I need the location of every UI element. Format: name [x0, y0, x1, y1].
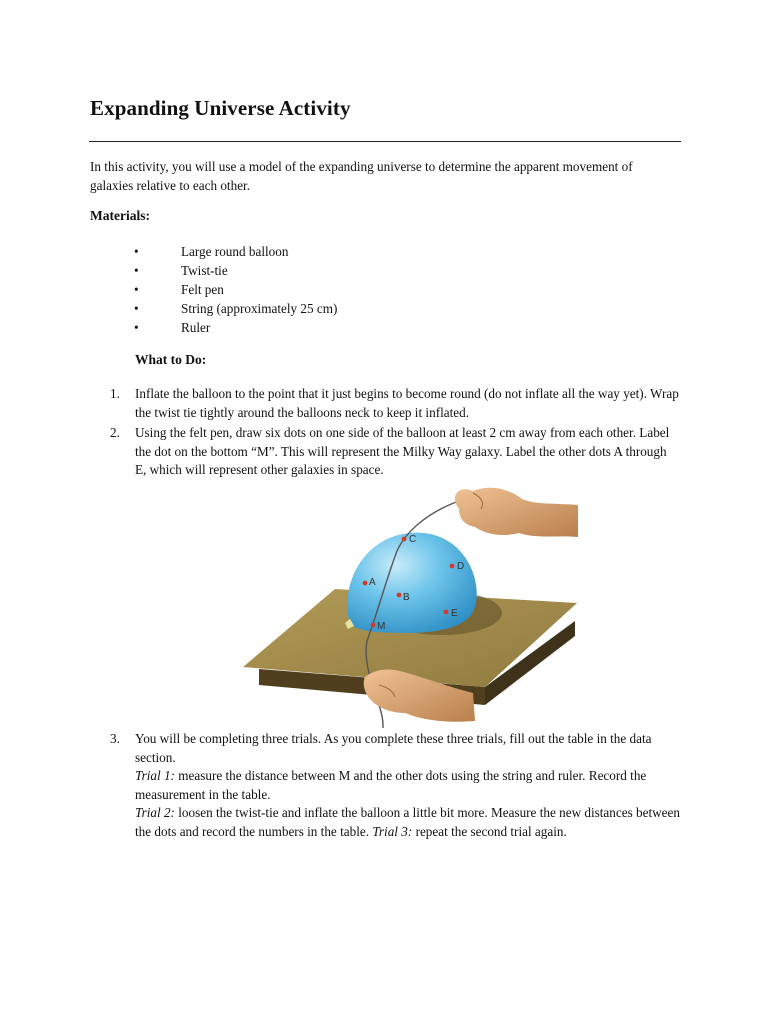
- trial-1-text: measure the distance between M and the other dots using the string and ruler. Record the measurement in the table.: [135, 768, 647, 802]
- list-item: [90, 280, 337, 299]
- dot-label-a: A: [369, 577, 376, 588]
- bullet: •: [134, 282, 139, 297]
- step-text: [135, 730, 680, 842]
- trial-3-label: Trial 3:: [372, 823, 413, 839]
- dot-label-c: C: [409, 534, 417, 545]
- page-title: Expanding Universe Activity: [90, 96, 351, 120]
- dot-label-b: B: [403, 592, 410, 603]
- dot-d: [450, 564, 455, 569]
- trial-2-label: Trial 2:: [135, 805, 175, 821]
- material-label: Felt pen: [181, 282, 224, 297]
- dot-m: [371, 623, 376, 628]
- dot-c: [402, 537, 407, 542]
- top-hand-icon: [455, 488, 578, 537]
- materials-list: [90, 242, 337, 337]
- bullet: •: [134, 320, 139, 335]
- balloon-illustration: [237, 481, 578, 728]
- list-item: [90, 318, 337, 337]
- dot-b: [397, 593, 402, 598]
- dot-label-e: E: [451, 608, 458, 619]
- list-item: [90, 261, 337, 280]
- bullet: •: [134, 263, 139, 278]
- bullet: •: [134, 244, 139, 259]
- material-label: Twist-tie: [181, 263, 228, 278]
- step-number: 1.: [110, 386, 120, 401]
- step-text: Inflate the balloon to the point that it just begins to become round (do not inflate all the way yet). Wrap the twist tie tightly around the balloons neck to keep it inflated.: [135, 386, 679, 420]
- step-lead: You will be completing three trials. As you complete these three trials, fill out the table in the data section.: [135, 731, 652, 765]
- material-label: String (approximately 25 cm): [181, 301, 338, 316]
- title-divider: [89, 141, 681, 142]
- dot-label-m: M: [377, 621, 386, 632]
- list-item: [90, 299, 337, 318]
- balloon-figure-svg: [237, 481, 578, 728]
- step-text: Using the felt pen, draw six dots on one side of the balloon at least 2 cm away from each other. Label the dot on the bottom “M”. This will represent the Milky Way galaxy. Label the other dots A through E, which will represent other galaxies in space.: [135, 425, 670, 478]
- step-number: 2.: [110, 425, 120, 440]
- dot-e: [444, 610, 449, 615]
- dot-label-d: D: [457, 561, 465, 572]
- trial-3-text: repeat the second trial again.: [415, 823, 567, 839]
- trial-1-label: Trial 1:: [135, 768, 175, 784]
- dot-a: [363, 581, 368, 586]
- step-number: 3.: [110, 731, 120, 746]
- list-item: [90, 242, 337, 261]
- material-label: Large round balloon: [181, 244, 289, 259]
- materials-heading: Materials:: [90, 208, 150, 223]
- bullet: •: [134, 301, 139, 316]
- trial-2-text: loosen the twist-tie and inflate the balloon a little bit more. Measure the new distances between the dots and record the numbers in the table.: [135, 805, 680, 839]
- what-to-do-heading: What to Do:: [135, 352, 207, 367]
- intro-paragraph: In this activity, you will use a model of the expanding universe to determine the apparent movement of galaxies relative to each other.: [90, 159, 633, 193]
- material-label: Ruler: [181, 320, 211, 335]
